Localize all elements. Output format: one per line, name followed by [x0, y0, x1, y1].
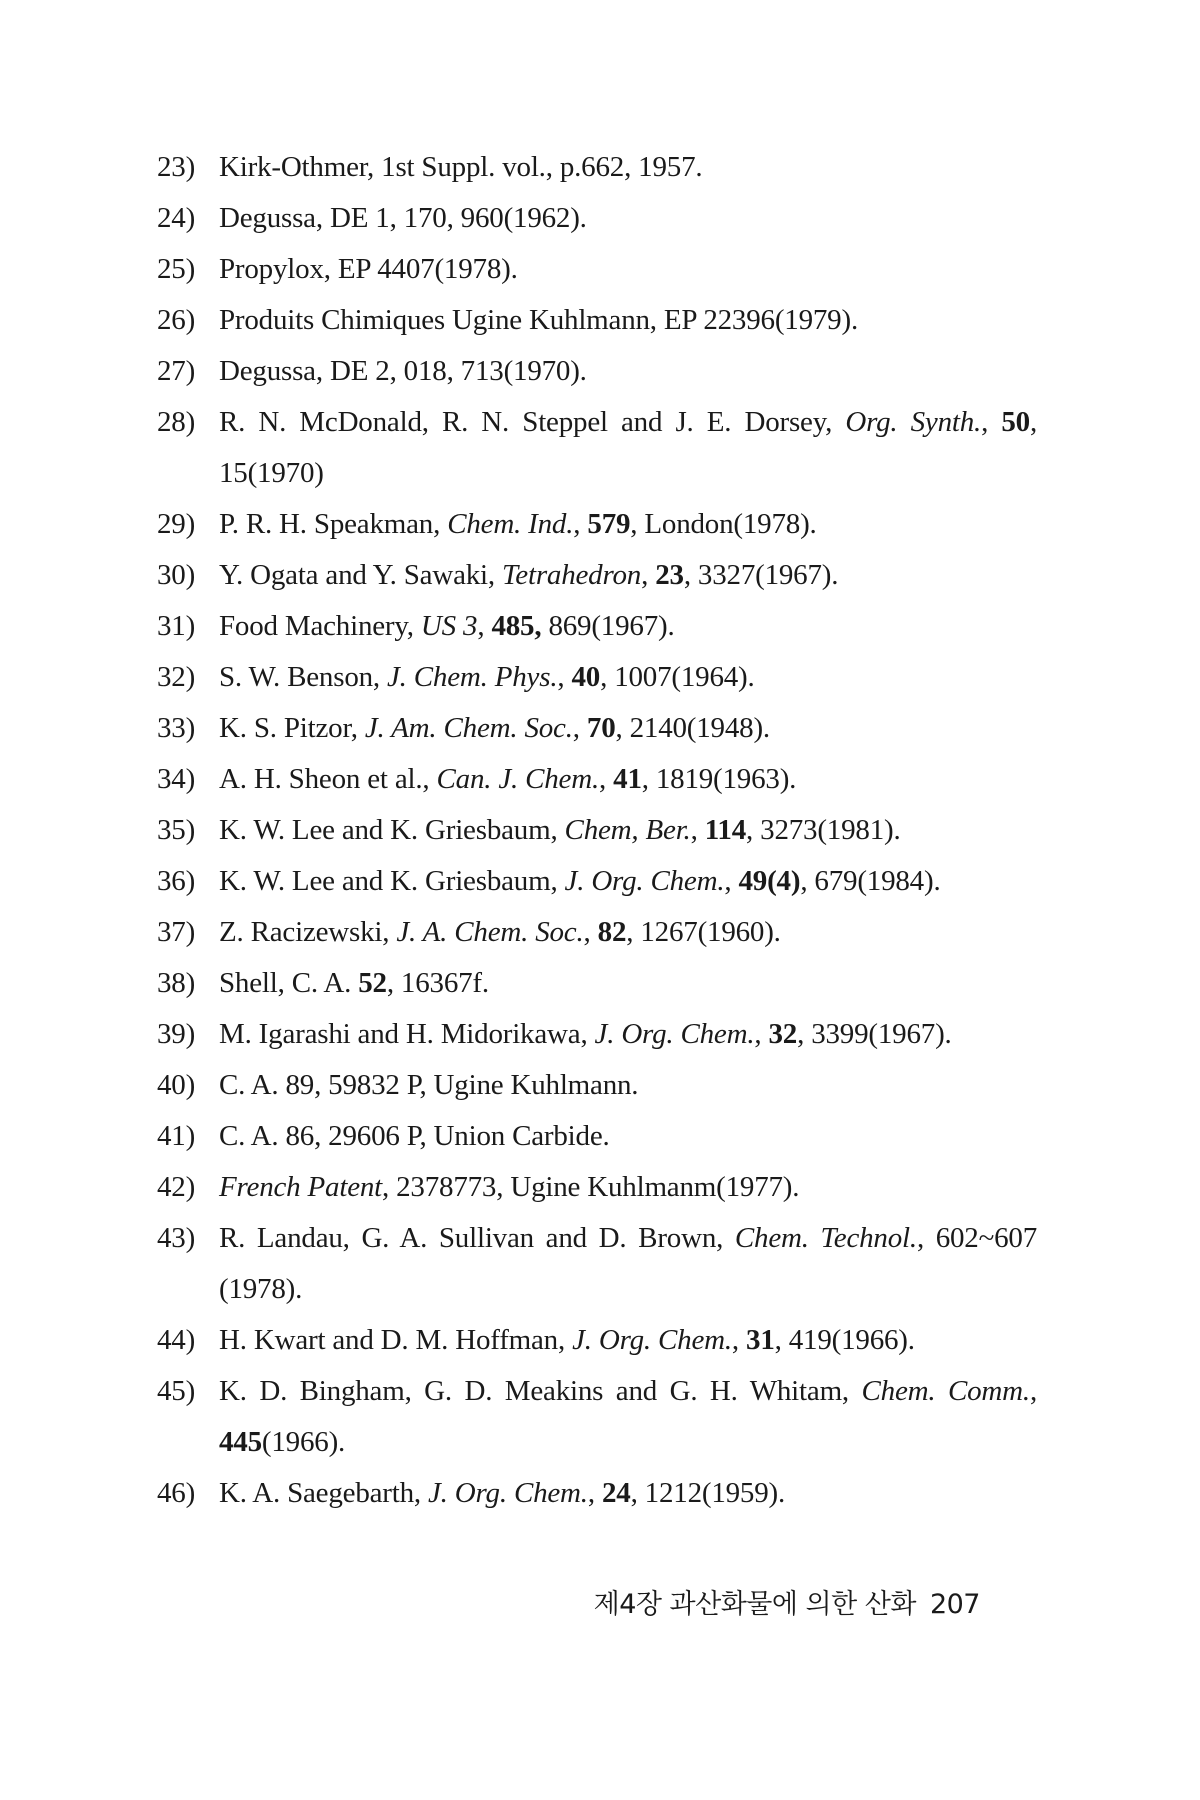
reference-text	[219, 193, 1037, 244]
reference-text-segment: , 3399(1967).	[797, 1018, 952, 1050]
journal-title: Chem. Ind.	[447, 508, 574, 540]
reference-text	[219, 958, 1037, 1009]
reference-number: 46)	[157, 1477, 196, 1509]
reference-text	[219, 652, 1037, 703]
reference-text-segment: ,	[724, 865, 739, 897]
reference-item	[157, 856, 1037, 907]
reference-number: 30)	[157, 559, 196, 591]
reference-text-segment: Produits Chimiques Ugine Kuhlmann, EP 22396(1979).	[219, 304, 858, 336]
reference-number: 39)	[157, 1018, 196, 1050]
reference-text	[219, 1009, 1037, 1060]
reference-text-segment: ,	[599, 763, 614, 795]
reference-text	[219, 754, 1037, 805]
reference-text-segment: Degussa, DE 2, 018, 713(1970).	[219, 355, 587, 387]
reference-text-segment: ,	[583, 916, 598, 948]
reference-text-segment: , 15(1970)	[219, 406, 1037, 489]
reference-text	[219, 1111, 1037, 1162]
reference-item	[157, 1213, 1037, 1315]
reference-text-segment: , 2140(1948).	[615, 712, 770, 744]
reference-number: 38)	[157, 967, 196, 999]
volume-number: 41	[613, 763, 642, 795]
reference-text-segment: ,	[981, 406, 1002, 438]
reference-text-segment: ,	[690, 814, 705, 846]
reference-text-segment: K. W. Lee and K. Griesbaum,	[219, 865, 565, 897]
reference-text-segment: ,	[572, 712, 587, 744]
reference-text-segment: , 3273(1981).	[746, 814, 901, 846]
journal-title: J. Chem. Phys.	[387, 661, 558, 693]
reference-text	[219, 805, 1037, 856]
reference-item	[157, 1162, 1037, 1213]
running-footer	[560, 1582, 980, 1621]
reference-item	[157, 1111, 1037, 1162]
reference-text-segment: 869(1967).	[541, 610, 675, 642]
reference-text	[219, 856, 1037, 907]
journal-title: J. Org. Chem.	[564, 865, 725, 897]
journal-title: Chem. Technol.	[734, 1222, 917, 1254]
volume-number: 24	[601, 1477, 631, 1509]
reference-number: 40)	[157, 1069, 196, 1101]
reference-number: 36)	[157, 865, 196, 897]
reference-text-segment: Shell, C. A.	[219, 967, 359, 999]
reference-text-segment: ,	[477, 610, 492, 642]
reference-text	[219, 550, 1037, 601]
reference-item	[157, 907, 1037, 958]
reference-text-segment: , 1267(1960).	[626, 916, 781, 948]
reference-number: 41)	[157, 1120, 196, 1152]
reference-number: 42)	[157, 1171, 196, 1203]
reference-text-segment: Y. Ogata and Y. Sawaki,	[219, 559, 503, 591]
journal-title: Can. J. Chem.	[436, 763, 600, 795]
reference-text	[219, 1060, 1037, 1111]
reference-text	[219, 1213, 1037, 1315]
reference-text-segment: K. A. Saegebarth,	[219, 1477, 429, 1509]
reference-number: 28)	[157, 406, 196, 438]
journal-title: Tetrahedron	[502, 559, 642, 591]
reference-text-segment: , 16367f.	[386, 967, 489, 999]
reference-item	[157, 1468, 1037, 1519]
reference-item	[157, 244, 1037, 295]
volume-number: 579	[587, 508, 631, 540]
reference-text-segment: , 1212(1959).	[630, 1477, 786, 1509]
reference-text-segment: Kirk-Othmer, 1st Suppl. vol., p.662, 1957.	[219, 151, 703, 183]
reference-number: 26)	[157, 304, 196, 336]
journal-title: Chem. Comm.	[861, 1375, 1030, 1407]
reference-text-segment: A. H. Sheon et al.,	[219, 763, 437, 795]
reference-item	[157, 295, 1037, 346]
reference-text-segment: , 419(1966).	[774, 1324, 915, 1356]
reference-item	[157, 805, 1037, 856]
reference-text-segment: , 1819(1963).	[641, 763, 797, 795]
reference-number: 33)	[157, 712, 196, 744]
reference-text-segment: ,	[731, 1324, 747, 1356]
reference-number: 25)	[157, 253, 196, 285]
reference-text-segment: K. W. Lee and K. Griesbaum,	[219, 814, 565, 846]
reference-text	[219, 1366, 1037, 1468]
journal-title: J. A. Chem. Soc.	[396, 916, 584, 948]
volume-number: 23	[655, 559, 684, 591]
reference-text-segment: ,	[587, 1477, 602, 1509]
reference-number: 29)	[157, 508, 196, 540]
reference-text	[219, 142, 1037, 193]
reference-text-segment: M. Igarashi and H. Midorikawa,	[219, 1018, 595, 1050]
reference-number: 27)	[157, 355, 196, 387]
reference-number: 35)	[157, 814, 196, 846]
reference-text-segment: (1966).	[261, 1426, 346, 1458]
reference-text	[219, 346, 1037, 397]
reference-item	[157, 550, 1037, 601]
journal-title: J. Am. Chem. Soc.	[364, 712, 573, 744]
reference-number: 31)	[157, 610, 196, 642]
volume-number: 31	[746, 1324, 775, 1356]
reference-text-segment: ,	[573, 508, 588, 540]
volume-number: 82	[597, 916, 627, 948]
volume-number: 52	[358, 967, 387, 999]
reference-item	[157, 754, 1037, 805]
journal-title: J. Org. Chem.	[572, 1324, 732, 1356]
reference-item	[157, 346, 1037, 397]
reference-text	[219, 397, 1037, 499]
journal-title: Org. Synth.	[845, 406, 982, 438]
journal-title: Chem, Ber.	[564, 814, 691, 846]
reference-text	[219, 601, 1037, 652]
reference-text	[219, 1468, 1037, 1519]
reference-text-segment: K. D. Bingham, G. D. Meakins and G. H. Whitam,	[219, 1375, 862, 1407]
chapter-title: 제4장 과산화물에 의한 산화	[593, 1589, 916, 1620]
reference-item	[157, 652, 1037, 703]
reference-item	[157, 601, 1037, 652]
reference-item	[157, 1009, 1037, 1060]
reference-text	[219, 703, 1037, 754]
reference-text-segment: C. A. 86, 29606 P, Union Carbide.	[219, 1120, 610, 1152]
reference-number: 45)	[157, 1375, 196, 1407]
journal-title: J. Org. Chem.	[594, 1018, 755, 1050]
reference-text-segment: S. W. Benson,	[219, 661, 388, 693]
reference-number: 37)	[157, 916, 196, 948]
reference-text-segment: Propylox, EP 4407(1978).	[219, 253, 518, 285]
reference-number: 24)	[157, 202, 196, 234]
volume-number: 40	[571, 661, 601, 693]
reference-text-segment: R. N. McDonald, R. N. Steppel and J. E. Dorsey,	[219, 406, 846, 438]
reference-item	[157, 193, 1037, 244]
reference-number: 44)	[157, 1324, 196, 1356]
reference-number: 34)	[157, 763, 196, 795]
reference-text-segment: , 602~607 (1978).	[219, 1222, 1037, 1305]
reference-text-segment: , 1007(1964).	[600, 661, 755, 693]
reference-text	[219, 907, 1037, 958]
reference-text-segment: , 2378773, Ugine Kuhlmanm(1977).	[382, 1171, 800, 1203]
reference-text-segment: K. S. Pitzor,	[219, 712, 365, 744]
reference-text-segment: P. R. H. Speakman,	[219, 508, 448, 540]
reference-item	[157, 142, 1037, 193]
reference-text	[219, 499, 1037, 550]
reference-text-segment: C. A. 89, 59832 P, Ugine Kuhlmann.	[219, 1069, 639, 1101]
reference-item	[157, 1315, 1037, 1366]
reference-text-segment: ,	[557, 661, 572, 693]
reference-text	[219, 295, 1037, 346]
reference-item	[157, 1366, 1037, 1468]
volume-number: 485,	[491, 610, 542, 642]
reference-item	[157, 499, 1037, 550]
volume-number: 49(4)	[738, 865, 801, 897]
reference-list	[157, 142, 1037, 1519]
reference-text-segment: , 679(1984).	[800, 865, 941, 897]
reference-item	[157, 1060, 1037, 1111]
reference-item	[157, 958, 1037, 1009]
reference-text-segment: H. Kwart and D. M. Hoffman,	[219, 1324, 573, 1356]
volume-number: 50	[1001, 406, 1030, 438]
reference-item	[157, 703, 1037, 754]
reference-number: 43)	[157, 1222, 196, 1254]
reference-number: 32)	[157, 661, 196, 693]
reference-text-segment: ,	[641, 559, 656, 591]
reference-text-segment: Degussa, DE 1, 170, 960(1962).	[219, 202, 587, 234]
reference-text	[219, 1162, 1037, 1213]
volume-number: 32	[768, 1018, 798, 1050]
reference-text-segment: Z. Racizewski,	[219, 916, 397, 948]
reference-text-segment: R. Landau, G. A. Sullivan and D. Brown,	[219, 1222, 735, 1254]
reference-text	[219, 244, 1037, 295]
volume-number: 445	[219, 1426, 262, 1458]
journal-title: US 3	[420, 610, 478, 642]
reference-text-segment: ,	[1029, 1375, 1037, 1407]
reference-text-segment: , London(1978).	[630, 508, 817, 540]
reference-text-segment: ,	[754, 1018, 769, 1050]
journal-title: J. Org. Chem.	[428, 1477, 588, 1509]
journal-title: French Patent	[219, 1171, 383, 1203]
volume-number: 70	[586, 712, 616, 744]
reference-text-segment: , 3327(1967).	[683, 559, 839, 591]
volume-number: 114	[704, 814, 747, 846]
reference-text-segment: Food Machinery,	[219, 610, 421, 642]
reference-text	[219, 1315, 1037, 1366]
reference-number: 23)	[157, 151, 196, 183]
reference-item	[157, 397, 1037, 499]
page-number: 207	[929, 1589, 980, 1620]
